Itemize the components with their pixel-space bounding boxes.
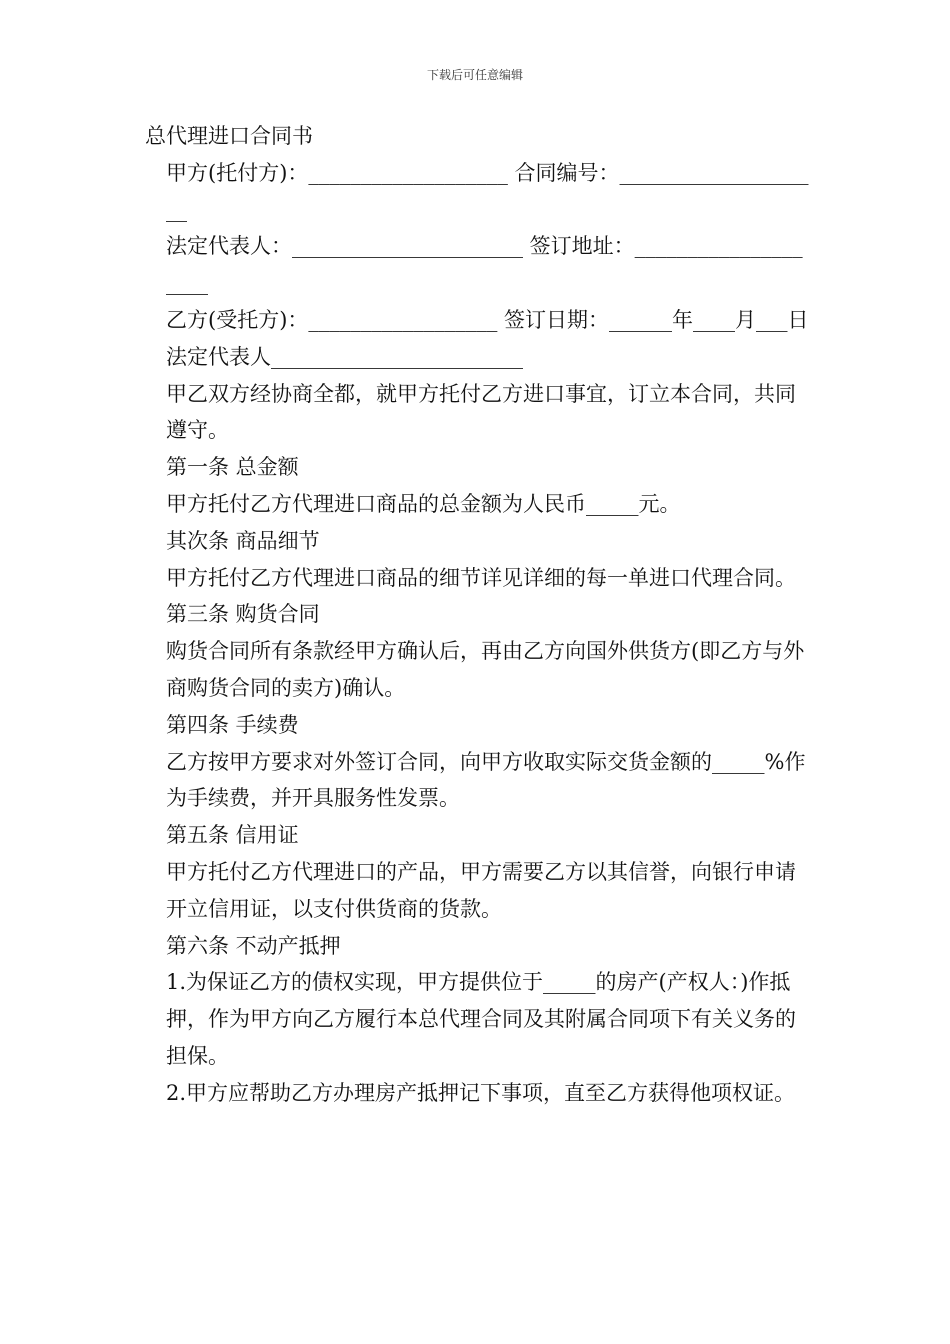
article-3-heading: 第三条 购货合同 [166,602,320,627]
article-6-item-1: 1.为保证乙方的债权实现，甲方提供位于_____的房产(产权人：)作抵押，作为甲方向乙方履行本总代理合同及其附属合同项下有关义务的担保。 [166,970,796,1068]
article-5-body: 甲方托付乙方代理进口的产品，甲方需要乙方以其信誉，向银行申请开立信用证，以支付供货商的货款。 [166,859,796,921]
document-title: 总代理进口合同书 [145,124,313,148]
article-3-body: 购货合同所有条款经甲方确认后，再由乙方向国外供货方(即乙方与外商购货合同的卖方)确认。 [166,639,805,700]
article-4-heading: 第四条 手续费 [166,712,299,737]
preamble-paragraph: 甲乙双方经协商全都，就甲方托付乙方进口事宜，订立本合同，共同遵守。 [166,381,796,443]
legal-rep-b-line: 法定代表人________________________ [166,344,523,369]
article-6-heading: 第六条 不动产抵押 [166,933,341,958]
page-header-note: 下载后可任意编辑 [426,68,523,82]
party-a-line: 甲方(托付方)：___________________ 合同编号：____________________ [166,160,809,222]
legal-rep-a-line: 法定代表人：______________________ 签订地址：____________________ [166,234,803,296]
party-b-line: 乙方(受托方)：__________________ 签订日期：______年____月___日 [166,307,809,332]
article-1-heading: 第一条 总金额 [166,455,299,480]
contract-document [145,118,810,1112]
article-6-item-2: 2.甲方应帮助乙方办理房产抵押记下事项，直至乙方获得他项权证。 [166,1080,796,1105]
article-5-heading: 第五条 信用证 [166,823,299,848]
article-2-heading: 其次条 商品细节 [166,528,320,553]
article-1-body: 甲方托付乙方代理进口商品的总金额为人民币_____元。 [166,491,681,516]
article-4-body: 乙方按甲方要求对外签订合同，向甲方收取实际交货金额的_____%作为手续费，并开具服务性发票。 [166,749,806,811]
article-2-body: 甲方托付乙方代理进口商品的细节详见详细的每一单进口代理合同。 [166,565,796,590]
